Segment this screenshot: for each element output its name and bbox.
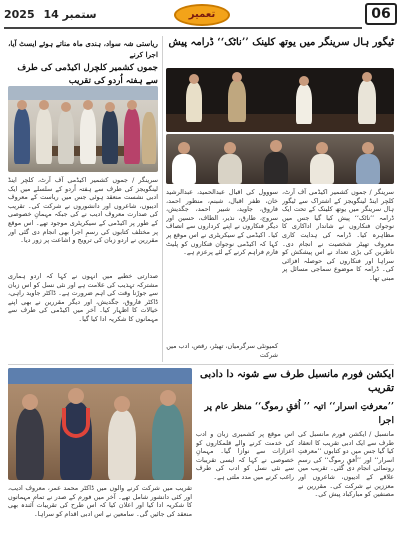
actor — [358, 80, 376, 124]
photo-person — [16, 408, 44, 480]
actor — [296, 84, 312, 124]
audience-member — [172, 154, 196, 184]
audience-head — [224, 142, 236, 154]
bottom-story-body-3: تقریب میں شرکت کرنے والوں میں ڈاکٹر محمد عمر، معروف ادیب، اور کئی دانشور شامل تھے۔ آخر میں فورم کے صدر نے تمام مہمانوں کا شکریہ ادا کیا اور اعلان کیا کہ اس طرح کی تقریبات آئندہ بھی منعقد کی جائیں گی۔ سامعین نے اس ادبی اقدام کو سراہا۔ — [8, 484, 192, 518]
photo-person-head — [114, 396, 130, 412]
photo-person-head — [61, 102, 71, 112]
photo-person — [80, 108, 96, 164]
bottom-headline-line1: ایکشن فورم مانسبل طرف سے شونہ دا دادبی تقریب — [200, 369, 394, 394]
bottom-story-body-1: مانسبل / ایکشن فورم مانسبل کی طرف سے ایک ادبی تقریب کا انعقاد کیا گیا جس میں دو کتابوں ’’معرفتِ اسرار‘‘ اور ’’اُفقِ رموگ‘‘ کی رسمِ رونمائی انجام دی گئی۔ تقریب میں علاقے کے ادیبوں، شاعروں اور معززین نے شرکت کی۔ مقررین نے مصنفین کو مبارکباد پیش کی۔ — [298, 430, 394, 499]
photo-person-head — [22, 394, 38, 410]
photo-backdrop-banner — [8, 86, 158, 100]
bottom-story-body-2: اس موقع پر کشمیری زبان و ادب کی خدمت کرنے والے قلمکاروں کو اعزازات سے نوازا گیا۔ مہمانِ خصوصی نے کہا کہ ایسی تقریبات سے نئی نسل کو ادب کی طرف راغب کرنے میں مدد ملتی ہے۔ — [196, 430, 294, 481]
left-headline-line1: ریاستی شہ سواد، ہندی ماہ مناتے ہوئے ایسٹ آیا، اجرا کرنے — [8, 39, 158, 59]
actor-head — [232, 72, 242, 82]
left-story-photo — [8, 86, 158, 172]
right-audience-photo — [166, 134, 394, 184]
photo-person — [36, 108, 52, 164]
audience-member — [310, 154, 334, 184]
actor — [186, 82, 202, 122]
page-header — [0, 0, 400, 30]
photo-person — [14, 108, 30, 164]
photo-person-head — [83, 100, 93, 110]
issue-year: 2025 — [4, 8, 35, 21]
column-divider — [162, 36, 163, 362]
actor-head — [362, 72, 372, 82]
section-divider — [8, 364, 394, 365]
audience-head — [362, 142, 374, 154]
issue-day-month: 14 ستمبر — [43, 8, 97, 21]
photo-person — [124, 108, 140, 164]
left-headline-line2: جموں کشمیر کلچرل اکیڈمی کی طرف سے ہفتہ اُردو کی تقریب — [17, 63, 158, 86]
audience-member — [218, 154, 242, 184]
left-story-body-2: صدارتی خطبے میں انہوں نے کہا کہ اردو ہماری مشترکہ تہذیب کی علامت ہے اور نئی نسل کو اس زبان سے جوڑنا وقت کی اہم ضرورت ہے۔ ڈاکٹر جاوید راہی، ڈاکٹر فاروق، جگدیش، اور دیگر مقررین نے بھی اپنے خیالات کا اظہار کیا۔ آخر میں اکیڈمی کی طرف سے مہمانوں کا شکریہ ادا کیا گیا۔ — [8, 272, 158, 323]
left-story-body-1: سرینگر / جموں کشمیر اکیڈمی آف آرٹ، کلچر اینڈ لینگویجز کی طرف سے ہفتہ اُردو کے سلسلے میں ایک ادبی نشست منعقد ہوئی جس میں ریاست کے معروف ادیبوں، شاعروں اور دانشوروں نے شرکت کی۔ تقریب کی صدارت معروف ادیب نے کی جبکہ مہمانِ خصوصی کے طور پر اکیڈمی کے سیکریٹری موجود تھے۔ اس موقع پر مختلف کتابوں کی رسمِ اجرا بھی انجام دی گئی اور مقررین نے اردو زبان کی ترویج و اشاعت پر زور دیا۔ — [8, 176, 158, 245]
actor — [228, 80, 246, 122]
photo-person-head — [105, 102, 115, 112]
issue-date — [4, 8, 97, 21]
right-story-headline: ٹیگور ہال سرینگر میں یوتھ کلینک ’’ناٹک‘‘ ڈرامہ پیش — [168, 37, 394, 48]
masthead-logo — [174, 4, 230, 26]
photo-person-head — [39, 100, 49, 110]
audience-member — [264, 152, 288, 184]
photo-person — [102, 110, 118, 164]
right-story-byline: کمیونٹی سرگرمیاں، تھیٹر، رقص، ادب میں شرکت — [166, 342, 278, 359]
masthead-title: تعمیر — [188, 9, 216, 20]
header-rule — [4, 27, 362, 29]
audience-head — [316, 142, 328, 154]
honoree-head — [68, 388, 84, 404]
photo-person — [58, 110, 74, 164]
left-story-headline — [8, 38, 158, 84]
audience-head — [270, 140, 282, 152]
right-story-body-1: سرینگر / جموں کشمیر اکیڈمی آف آرٹ، کلچر اینڈ لینگویجز کے اشتراک سے ٹیگور ہال سرینگر میں یوتھ کلینک کے تحت ایک ڈرامہ ’’ناٹک‘‘ پیش کیا گیا جس میں نوجوان فنکاروں نے شاندار اداکاری کا مظاہرہ کیا۔ ڈرامہ کی ہدایت کاری معروف تھیٹر شخصیت نے انجام دی۔ ناظرین کی بڑی تعداد نے اس پیشکش کو سراہا اور فنکاروں کی حوصلہ افزائی کی۔ ڈرامہ کا موضوع سماجی مسائل پر مبنی تھا۔ — [282, 188, 394, 282]
photo-banner — [8, 368, 192, 384]
bottom-story-headline — [196, 368, 394, 426]
bottom-story-photo — [8, 368, 192, 480]
photo-person — [142, 112, 156, 164]
audience-member — [356, 154, 380, 184]
photo-person-head — [160, 390, 176, 406]
actor-head — [299, 76, 309, 86]
right-stage-photo — [166, 68, 394, 132]
bottom-headline-line2: ’’معرفتِ اسرار‘‘ اتیہ ’’ اُفقِ رموگ‘‘ منظر عام پر اجرا — [204, 402, 394, 426]
photo-person — [152, 404, 184, 480]
page-number: 06 — [365, 3, 397, 25]
photo-person — [108, 410, 136, 480]
right-story-body-2: سووول کی اقبال عبدالحمید، عبدالرشید خان، ظفر اقبال، شبنم، منظور احمد، فاروق، جاوید، شبیر احمد، جگدیش، سروج، طارق، نذیر، الطاف، حسین اور دیگر فنکاروں نے اپنے کرداروں سے انصاف کیا۔ اکیڈمی کے سیکریٹری نے اس موقع پر کہا کہ اکیڈمی نوجوان فنکاروں کو پلیٹ فارم فراہم کرنے کے لئے پرعزم ہے۔ — [166, 188, 278, 257]
photo-person-head — [127, 100, 137, 110]
audience-head — [178, 142, 190, 154]
actor-head — [189, 74, 199, 84]
garland — [62, 408, 90, 438]
photo-person-head — [17, 100, 27, 110]
